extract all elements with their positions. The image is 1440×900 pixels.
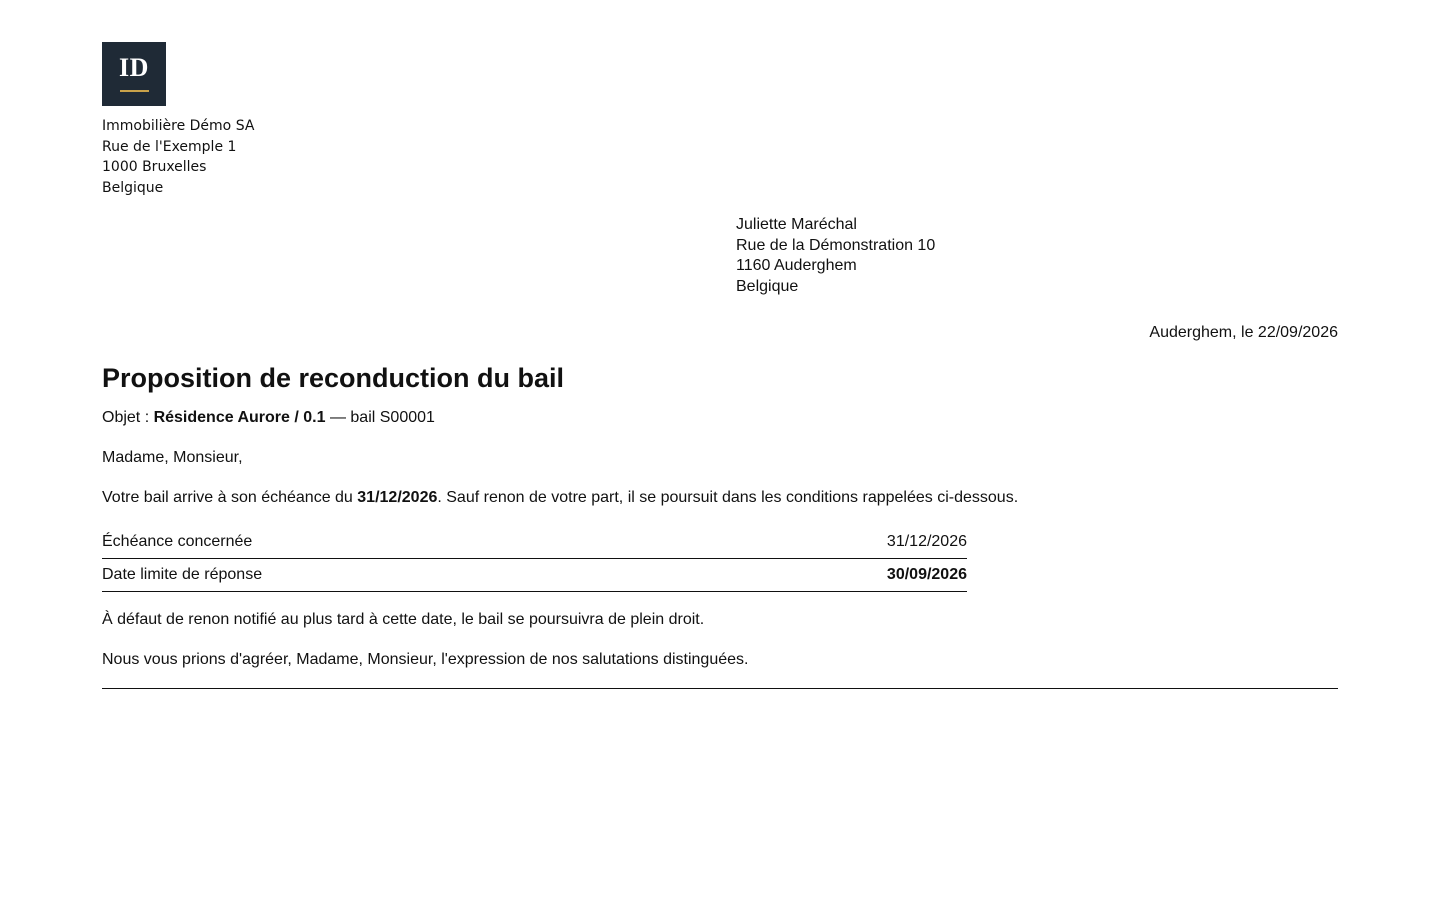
logo-accent-rule	[120, 90, 149, 92]
table-label: Échéance concernée	[102, 526, 679, 559]
sender-city: 1000 Bruxelles	[102, 159, 207, 175]
intro-date: 31/12/2026	[357, 489, 438, 506]
deadline-value: 30/09/2026	[886, 566, 967, 583]
table-row	[102, 526, 967, 559]
intro-after: . Sauf renon de votre part, il se poursuit dans les conditions rappelées ci-dessous.	[437, 489, 1019, 506]
lease-info-table	[102, 526, 967, 592]
sender-street: Rue de l'Exemple 1	[102, 138, 237, 155]
table-value	[679, 559, 967, 592]
bottom-divider	[102, 688, 1338, 689]
place-date: Auderghem, le 22/09/2026	[1149, 324, 1338, 341]
recipient-city: 1160 Auderghem	[736, 257, 857, 274]
sender-address	[102, 116, 254, 198]
sender-name: Immobilière Démo SA	[102, 118, 255, 134]
table-label: Date limite de réponse	[102, 559, 679, 592]
subject-lease: — bail S00001	[325, 409, 435, 426]
intro-paragraph	[102, 488, 1018, 508]
recipient-address	[736, 215, 935, 297]
company-logo	[102, 42, 166, 106]
sender-country: Belgique	[102, 179, 164, 196]
recipient-country: Belgique	[736, 277, 799, 295]
subject-label: Objet :	[102, 409, 154, 426]
table-value: 31/12/2026	[679, 526, 967, 559]
recipient-street: Rue de la Démonstration 10	[736, 236, 936, 254]
salutation: Madame, Monsieur,	[102, 449, 243, 466]
closing-formula: Nous vous prions d'agréer, Madame, Monsieur, l'expression de nos salutations distinguées.	[102, 651, 749, 668]
logo-text: ID	[119, 53, 149, 82]
subject-line	[102, 408, 435, 428]
subject-property: Résidence Aurore / 0.1	[153, 409, 326, 426]
recipient-name: Juliette Maréchal	[736, 216, 857, 233]
intro-before: Votre bail arrive à son échéance du	[102, 489, 358, 506]
default-notice: À défaut de renon notifié au plus tard à cette date, le bail se poursuivra de plein droit.	[102, 611, 705, 628]
letter-title: Proposition de reconduction du bail	[102, 363, 565, 393]
table-row	[102, 559, 967, 592]
